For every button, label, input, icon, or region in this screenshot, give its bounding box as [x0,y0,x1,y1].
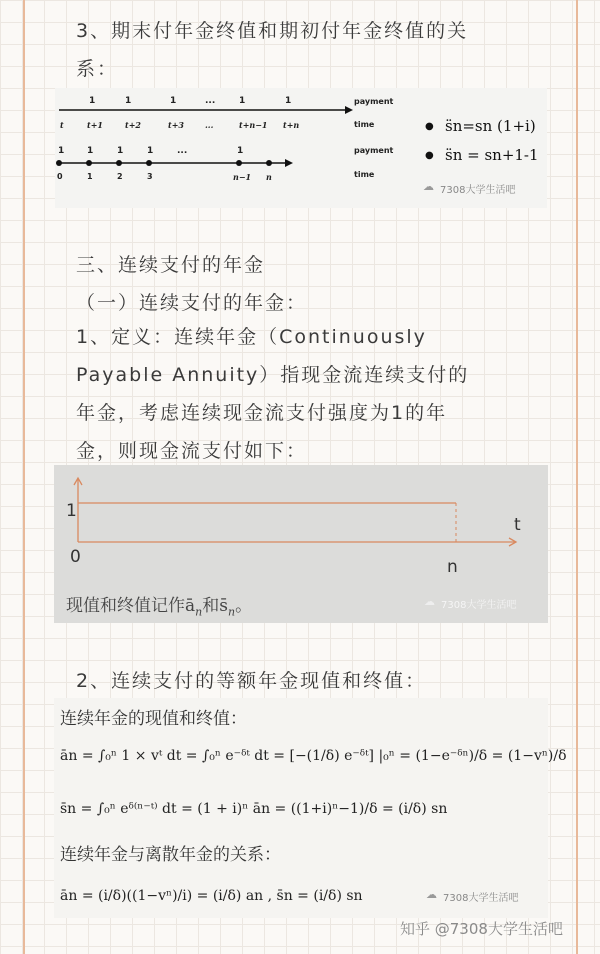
bottom-payment-3: 1 [117,146,124,156]
zhihu-footer: 知乎 @7308大学生活吧 [400,920,563,938]
bullet-icon-1: ● [425,121,434,132]
section3-title-line1: 3、期末付年金终值和期初付年金终值的关 [76,20,469,42]
top-time-tn1: t+n−1 [239,120,268,130]
flow-y-label: 1 [66,501,77,521]
flow-caption [66,591,252,618]
flow-caption-sub2: n [227,605,236,619]
top-time-t1: t+1 [87,120,103,130]
timeline-dot-n1 [236,160,242,166]
wechat-icon: ☁ [423,180,434,193]
bottom-time-1: 1 [87,172,93,181]
timeline-dot-n [266,160,272,166]
payment-label-top: payment [354,97,394,106]
timeline-dot-1 [86,160,92,166]
bottom-time-0: 0 [57,172,63,181]
section3-title [76,12,536,88]
equation-present-value: ān = ∫₀ⁿ 1 × vᵗ dt = ∫₀ⁿ e⁻ᵟᵗ dt = [−(1/δ) e⁻ᵟᵗ] |₀ⁿ = (1−e⁻ᵟⁿ)/δ = (1−vⁿ)/δ [60,748,567,764]
timeline-dot-0 [56,160,62,166]
flow-origin-label: 0 [70,547,81,567]
timeline-panel [55,88,547,208]
watermark-timeline: 7308大学生活吧 [440,185,516,196]
top-time-t3: t+3 [168,120,184,130]
time-label-bottom: time [354,170,375,179]
top-payment-2: 1 [125,96,132,106]
bottom-payment-1: 1 [58,146,65,156]
bottom-time-2: 2 [117,172,123,181]
wechat-icon-formula: ☁ [426,888,437,901]
flow-axis-label: t [514,515,521,535]
flow-caption-sub: n [195,605,203,619]
top-payment-dots: ... [205,96,216,106]
formula-sdot-n: s̈n=sn (1+i) [445,117,536,135]
definition-line-1: 1、定义：连续年金（Continuously [76,326,427,348]
payment-label-bottom: payment [354,146,394,155]
subsection-heading: （一）连续支付的年金： [76,292,308,314]
right-margin-line [576,0,578,954]
bottom-payment-4: 1 [147,146,154,156]
timeline-dot-3 [146,160,152,166]
formula-label-2: 连续年金与离散年金的关系： [60,845,281,865]
formula-sdot-n-2: s̈n = sn+1-1 [445,146,539,164]
bottom-time-3: 3 [147,172,153,181]
flow-caption-end: 。 [235,596,253,616]
definition-line-4: 金，则现金流支付如下： [76,440,308,462]
left-margin-line [23,0,25,954]
definition-line-3: 年金，考虑连续现金流支付强度为1的年 [76,402,448,424]
definition-line-2: Payable Annuity）指现金流连续支付的 [76,364,470,386]
section3-title-line2: 系： [76,58,119,80]
flow-end-label: n [447,557,458,577]
top-time-tn: t+n [283,120,300,130]
top-time-t: t [60,120,64,130]
section-three-heading: 三、连续支付的年金 [76,254,266,276]
definition-paragraph [76,318,536,470]
top-payment-3: 1 [170,96,177,106]
top-time-t2: t+2 [125,120,141,130]
bottom-payment-5: 1 [237,146,244,156]
flow-chart-panel [54,465,548,623]
bottom-payment-dots: ... [177,146,188,156]
equation-future-value: s̄n = ∫₀ⁿ eᵟ⁽ⁿ⁻ᵗ⁾ dt = (1 + i)ⁿ ān = ((1+i)ⁿ−1)/δ = (i/δ) sn [60,801,448,817]
wechat-icon-flow: ☁ [424,595,435,608]
top-time-dots: ... [205,120,214,130]
top-payment-5: 1 [285,96,292,106]
section2-heading: 2、连续支付的等额年金现值和终值： [76,670,427,692]
timeline-dot-2 [116,160,122,166]
top-payment-4: 1 [239,96,246,106]
bottom-time-n1: n−1 [233,172,252,182]
watermark-flow: 7308大学生活吧 [441,600,517,611]
formula-panel [54,698,567,918]
bottom-payment-2: 1 [87,146,94,156]
bottom-time-n: n [266,172,272,182]
top-payment-1: 1 [89,96,96,106]
flow-caption-text: 现值和终值记作ā [66,596,196,616]
watermark-formula: 7308大学生活吧 [443,893,519,904]
formula-label-1: 连续年金的现值和终值： [60,709,247,729]
time-label-top: time [354,120,375,129]
flow-caption-mid: 和s̄ [202,596,228,616]
equation-relation: ān = (i/δ)((1−vⁿ)/i) = (i/δ) an , s̄n = (i/δ) sn [60,888,363,904]
bullet-icon-2: ● [425,150,434,161]
